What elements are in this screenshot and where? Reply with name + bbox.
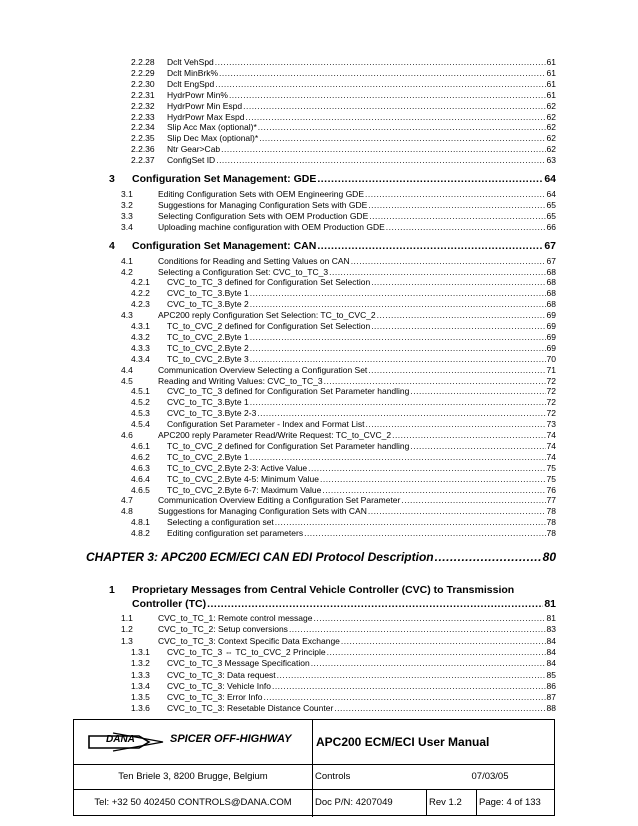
toc-entry[interactable] [121, 256, 556, 266]
toc-entry-number: 4.6 [121, 430, 133, 440]
leader-dots [289, 624, 546, 634]
toc-entry-number: 1.3.6 [131, 703, 150, 714]
toc-entry-title: Selecting Configuration Sets with OEM Production GDE [158, 210, 369, 221]
toc-entry-number: 4.6.3 [131, 462, 150, 473]
toc-entry-page: 84 [546, 658, 556, 669]
leader-dots [410, 441, 545, 451]
toc-entry-title: Communication Overview Editing a Configuration Set Parameter [158, 495, 401, 506]
leader-dots [250, 343, 546, 353]
leader-dots [250, 397, 546, 407]
toc-entry-number: 4.6.5 [131, 484, 150, 495]
leader-dots [334, 703, 545, 713]
toc-entry-number: 1.3.2 [131, 658, 150, 669]
toc-entry-number: 4.2.3 [131, 299, 150, 310]
toc-entry-page: 61 [546, 57, 556, 67]
toc-entry-page: 63 [546, 155, 556, 166]
leader-dots [308, 463, 545, 473]
toc-entry-title: CVC_to_TC_3 defined for Configuration Set Selection [167, 277, 371, 288]
toc-entry-title: CVC_to_TC_3 Message Specification [167, 658, 310, 669]
toc-entry-title: Configuration Set Parameter - Index and Format List [167, 419, 365, 430]
contact: Tel: +32 50 402450 CONTROLS@DANA.COM [94, 796, 292, 808]
toc-entry[interactable] [121, 624, 556, 634]
leader-dots [401, 495, 545, 505]
toc-entry-page: 68 [546, 266, 556, 277]
toc-entry[interactable] [131, 441, 556, 451]
toc-entry-page: 72 [546, 408, 556, 419]
toc-entry[interactable] [131, 485, 556, 495]
toc-entry-number: 4.2 [121, 266, 133, 277]
toc-entry-title: CVC_to_TC_3.Byte 1 [167, 288, 249, 299]
toc-entry-page: 72 [546, 375, 556, 386]
toc-entry-number: 4.3.1 [131, 321, 150, 331]
address: Ten Briele 3, 8200 Brugge, Belgium [118, 771, 268, 782]
toc-entry-number: 4.1 [121, 255, 133, 266]
section-heading-continued[interactable] [132, 598, 556, 610]
leader-dots [320, 474, 546, 484]
leader-dots [250, 288, 546, 298]
part-number: Doc P/N: 4207049 [315, 796, 393, 808]
toc-entry-page: 72 [546, 397, 556, 408]
leader-dots [250, 332, 546, 342]
toc-entry-title: CVC_to_TC_3: Resetable Distance Counter [167, 703, 334, 714]
toc-entry[interactable] [131, 79, 556, 89]
toc-entry-number: 3.2 [121, 199, 133, 210]
toc-entry-page: 68 [546, 299, 556, 310]
toc-entry-title: Conditions for Reading and Setting Values on CAN [158, 255, 350, 266]
toc-entry-page: 68 [546, 288, 556, 299]
department: Controls [315, 771, 351, 782]
toc-entry-page: 61 [546, 67, 556, 78]
leader-dots [324, 376, 546, 386]
toc-entry-number: 4.2.1 [131, 277, 150, 288]
toc-entry-title: HydrPowr Max Espd [167, 111, 245, 122]
leader-dots [215, 79, 545, 89]
toc-entry-number: 4.3.2 [131, 331, 150, 342]
toc-entry-title: Slip Dec Max (optional)* [167, 133, 259, 144]
toc-entry-number: 1.3.3 [131, 669, 150, 680]
toc-entry-title: CVC_to_TC_3: Error Info [167, 692, 263, 703]
leader-dots [392, 430, 545, 440]
toc-entry[interactable] [121, 310, 556, 320]
chapter-title: CHAPTER 3: APC200 ECM/ECI CAN EDI Protocol Description [86, 550, 434, 564]
leader-dots [314, 613, 546, 623]
toc-entry-page: 78 [546, 506, 556, 517]
toc-entry-title: Slip Acc Max (optional)* [167, 122, 257, 133]
toc-entry-number: 2.2.30 [131, 78, 155, 89]
toc-entry-title: TC_to_CVC_2.Byte 6-7: Maximum Value [167, 484, 322, 495]
toc-entry-page: 88 [546, 703, 556, 714]
toc-entry[interactable] [121, 267, 556, 277]
toc-entry[interactable] [131, 397, 556, 407]
toc-entry-title: CVC_to_TC_3: Data request [167, 669, 276, 680]
toc-entry-number: 4.4 [121, 364, 133, 375]
toc-entry[interactable] [131, 452, 556, 462]
toc-entry-page: 61 [546, 78, 556, 89]
toc-entry[interactable] [131, 144, 556, 154]
toc-entry-page: 65 [546, 210, 556, 221]
leader-dots [311, 658, 546, 668]
toc-entry-title: TC_to_CVC_2.Byte 2 [167, 342, 249, 353]
toc-entry[interactable] [131, 658, 556, 668]
toc-entry-page: 84 [546, 646, 556, 657]
toc-entry-number: 3.3 [121, 210, 133, 221]
toc-entry-title: Configuration Set Management: CAN [132, 239, 317, 252]
toc-entry-title: TC_to_CVC_2.Byte 1 [167, 451, 249, 462]
leader-dots [304, 528, 545, 538]
leader-dots [377, 310, 546, 320]
leader-dots [327, 647, 546, 657]
toc-entry-title: Selecting a configuration set [167, 517, 274, 528]
toc-entry[interactable] [109, 240, 556, 252]
toc-entry-title: CVC_to_TC_3: Vehicle Info [167, 680, 271, 691]
toc-entry-page: 62 [546, 100, 556, 111]
leader-dots [219, 68, 546, 78]
leader-dots [368, 506, 546, 516]
toc-entry-number: 4.5.4 [131, 419, 150, 430]
toc-entry-page: 68 [546, 277, 556, 288]
toc-entry-number: 4.5.2 [131, 397, 150, 408]
toc-entry-number: 2.2.36 [131, 144, 155, 155]
toc-entry[interactable] [131, 528, 556, 538]
toc-entry[interactable] [131, 408, 556, 418]
section-number: 1 [109, 584, 115, 596]
toc-entry[interactable] [131, 474, 556, 484]
toc-entry-page: 67 [546, 255, 556, 266]
toc-entry-number: 1.3.1 [131, 646, 150, 657]
toc-entry-number: 1.1 [121, 613, 133, 623]
leader-dots [207, 598, 543, 610]
toc-entry-page: 77 [546, 495, 556, 506]
toc-entry-page: 84 [546, 635, 556, 646]
toc-entry-page: 66 [546, 221, 556, 232]
leader-dots [250, 354, 546, 364]
toc-entry-number: 4.8.1 [131, 517, 150, 528]
leader-dots [371, 277, 545, 287]
leader-dots [272, 681, 546, 691]
leader-dots [322, 485, 545, 495]
toc-entry[interactable] [131, 277, 556, 287]
toc-entry-page: 86 [546, 680, 556, 691]
toc-entry-page: 81 [546, 613, 556, 623]
toc-entry-title: HydrPowr Min Espd [167, 100, 243, 111]
toc-entry-title: Dclt EngSpd [167, 78, 215, 89]
toc-entry[interactable] [131, 288, 556, 298]
toc-entry-title: TC_to_CVC_2.Byte 3 [167, 353, 249, 364]
toc-entry[interactable] [131, 299, 556, 309]
toc-entry-number: 1.2 [121, 624, 133, 635]
toc-entry[interactable] [121, 636, 556, 646]
toc-entry-title: HydrPowr Min% [167, 89, 228, 100]
toc-entry[interactable] [121, 211, 556, 221]
toc-entry-title: CVC_to_TC_3.Byte 1 [167, 397, 249, 408]
toc-entry[interactable] [131, 57, 556, 67]
toc-entry-number: 2.2.32 [131, 100, 155, 111]
toc-entry-number: 2.2.35 [131, 133, 155, 144]
toc-entry[interactable] [131, 463, 556, 473]
toc-entry-page: 64 [546, 189, 556, 199]
leader-dots [258, 122, 546, 132]
toc-entry-page: 65 [546, 199, 556, 210]
toc-entry-page: 69 [546, 321, 556, 331]
toc-entry-title: TC_to_CVC_2.Byte 1 [167, 331, 249, 342]
toc-entry-page: 62 [546, 144, 556, 155]
leader-dots [250, 299, 546, 309]
leader-dots [263, 692, 545, 702]
leader-dots [369, 211, 545, 221]
toc-entry-title: Suggestions for Managing Configuration Sets with CAN [158, 506, 367, 517]
toc-entry-number: 4.3 [121, 310, 133, 321]
leader-dots [259, 133, 545, 143]
toc-entry-number: 4.6.1 [131, 440, 150, 451]
toc-entry-page: 70 [546, 353, 556, 364]
leader-dots [257, 408, 545, 418]
revision: Rev 1.2 [429, 796, 462, 808]
brand-name: SPICER OFF-HIGHWAY [170, 733, 292, 745]
toc-entry-title: ConfigSet ID [167, 155, 216, 166]
leader-dots [386, 222, 546, 232]
toc-entry-title: CVC_to_TC_3.Byte 2 [167, 299, 249, 310]
toc-entry-number: 4 [109, 239, 115, 252]
toc-entry[interactable] [121, 495, 556, 505]
chapter-page: 80 [542, 550, 556, 564]
toc-entry-number: 1.3 [121, 635, 133, 646]
leader-dots [215, 57, 546, 67]
toc-entry-page: 73 [546, 419, 556, 430]
toc-entry-number: 4.5.3 [131, 408, 150, 419]
toc-entry[interactable] [131, 112, 556, 122]
toc-entry-page: 74 [546, 440, 556, 451]
toc-entry-number: 4.3.4 [131, 353, 150, 364]
leader-dots [277, 670, 546, 680]
toc-entry[interactable] [121, 506, 556, 516]
toc-entry-title: Selecting a Configuration Set: CVC_to_TC_3 [158, 266, 329, 277]
toc-entry[interactable] [109, 173, 556, 185]
section-title-line1: Proprietary Messages from Central Vehicle Controller (CVC) to Transmission [132, 584, 515, 596]
toc-entry-number: 3.1 [121, 189, 133, 199]
toc-entry[interactable] [121, 430, 556, 440]
toc-entry-number: 4.5.1 [131, 386, 150, 397]
toc-entry[interactable] [121, 613, 556, 623]
toc-entry-number: 2.2.37 [131, 155, 155, 166]
leader-dots [371, 321, 545, 331]
section-heading[interactable] [109, 584, 556, 596]
toc-entry[interactable] [131, 133, 556, 143]
toc-entry-title: TC_to_CVC_2 defined for Configuration Set Selection [167, 321, 371, 331]
toc-entry-number: 4.6.2 [131, 451, 150, 462]
document-title: APC200 ECM/ECI User Manual [316, 735, 490, 749]
toc-entry[interactable] [131, 332, 556, 342]
toc-entry-number: 4.3.3 [131, 342, 150, 353]
toc-entry-title: Dclt VehSpd [167, 57, 214, 67]
toc-entry-title: TC_to_CVC_2 defined for Configuration Set Parameter handling [167, 440, 410, 451]
date: 07/03/05 [471, 771, 509, 782]
toc-entry[interactable] [131, 122, 556, 132]
toc-entry[interactable] [131, 517, 556, 527]
toc-entry-page: 78 [546, 517, 556, 528]
leader-dots [365, 419, 545, 429]
toc-entry[interactable] [131, 354, 556, 364]
toc-entry-page: 69 [546, 342, 556, 353]
toc-entry-page: 62 [546, 111, 556, 122]
toc-entry-title: APC200 reply Parameter Read/Write Request: TC_to_CVC_2 [158, 430, 392, 440]
toc-entry-title: TC_to_CVC_2.Byte 2-3: Active Value [167, 462, 308, 473]
logo-text: DANA [106, 734, 135, 745]
toc-entry[interactable] [121, 365, 556, 375]
company-logo [74, 720, 312, 764]
toc-entry-title: CVC_to_TC_3 ⇔ TC_to_CVC_2 Principle [167, 646, 326, 657]
toc-entry-page: 74 [546, 430, 556, 440]
toc-entry[interactable] [131, 68, 556, 78]
toc-entry-title: Communication Overview Selecting a Configuration Set [158, 364, 368, 375]
toc-entry[interactable] [131, 703, 556, 713]
leader-dots [221, 144, 545, 154]
toc-entry-number: 4.6.4 [131, 473, 150, 484]
leader-dots [435, 550, 542, 564]
leader-dots [329, 267, 545, 277]
toc-entry-title: CVC_to_TC_2: Setup conversions [158, 624, 288, 635]
toc-entry-number: 1.3.5 [131, 692, 150, 703]
toc-entry-title: CVC_to_TC_1: Remote control message [158, 613, 313, 623]
toc-entry-number: 4.2.2 [131, 288, 150, 299]
leader-dots [410, 386, 545, 396]
toc-entry[interactable] [131, 647, 556, 657]
page-footer [73, 719, 555, 816]
section-page: 81 [544, 598, 556, 610]
leader-dots [250, 452, 546, 462]
toc-entry-page: 69 [546, 310, 556, 321]
toc-entry-title: Reading and Writing Values: CVC_to_TC_3 [158, 375, 323, 386]
leader-dots [368, 200, 545, 210]
toc-entry-title: Dclt MinBrk% [167, 67, 219, 78]
toc-entry-number: 4.8.2 [131, 528, 150, 539]
toc-entry-page: 61 [546, 89, 556, 100]
toc-entry-number: 2.2.34 [131, 122, 155, 133]
toc-entry-title: Ntr Gear>Cab [167, 144, 221, 155]
chapter-heading[interactable] [86, 550, 556, 564]
toc-entry-title: Uploading machine configuration with OEM Production GDE [158, 221, 385, 232]
toc-entry-title: Editing configuration set parameters [167, 528, 304, 539]
toc-entry-page: 62 [546, 133, 556, 144]
toc-entry[interactable] [121, 200, 556, 210]
toc-entry-title: CVC_to_TC_3.Byte 2-3 [167, 408, 257, 419]
toc-entry[interactable] [131, 90, 556, 100]
leader-dots [317, 240, 543, 252]
toc-entry[interactable] [131, 343, 556, 353]
toc-entry-number: 4.7 [121, 495, 133, 506]
toc-entry-title: APC200 reply Configuration Set Selection: TC_to_CVC_2 [158, 310, 376, 321]
toc-entry-page: 71 [546, 364, 556, 375]
toc-entry-title: TC_to_CVC_2.Byte 4-5: Minimum Value [167, 473, 319, 484]
toc-entry-page: 74 [546, 451, 556, 462]
toc-entry-title: CVC_to_TC_3: Context Specific Data Exchange [158, 635, 340, 646]
toc-entry-page: 75 [546, 473, 556, 484]
toc-entry[interactable] [131, 419, 556, 429]
leader-dots [341, 636, 546, 646]
toc-entry-page: 85 [546, 669, 556, 680]
toc-entry-number: 2.2.31 [131, 89, 155, 100]
toc-entry-number: 2.2.29 [131, 67, 155, 78]
toc-entry-page: 72 [546, 386, 556, 397]
toc-entry-number: 4.8 [121, 506, 133, 517]
toc-entry-title: Suggestions for Managing Configuration Sets with GDE [158, 199, 368, 210]
toc-entry[interactable] [131, 386, 556, 396]
toc-entry-page: 83 [546, 624, 556, 635]
toc-entry[interactable] [121, 189, 556, 199]
toc-entry[interactable] [131, 681, 556, 691]
toc-entry-number: 2.2.28 [131, 57, 155, 67]
toc-entry-title: CVC_to_TC_3 defined for Configuration Set Parameter handling [167, 386, 410, 397]
toc-entry-page: 76 [546, 484, 556, 495]
toc-entry-page: 78 [546, 528, 556, 539]
page-number: Page: 4 of 133 [479, 796, 541, 808]
toc-entry[interactable] [121, 222, 556, 232]
toc-entry[interactable] [131, 692, 556, 702]
toc-entry[interactable] [131, 321, 556, 331]
toc-entry[interactable] [131, 155, 556, 165]
leader-dots [216, 155, 545, 165]
toc-entry-number: 1.3.4 [131, 680, 150, 691]
toc-entry-page: 75 [546, 462, 556, 473]
section-title-line2: Controller (TC) [132, 598, 207, 610]
leader-dots [229, 90, 546, 100]
leader-dots [365, 189, 546, 199]
leader-dots [275, 517, 546, 527]
toc-entry[interactable] [121, 376, 556, 386]
toc-entry-number: 3 [109, 173, 115, 185]
toc-entry-number: 2.2.33 [131, 111, 155, 122]
leader-dots [351, 256, 546, 266]
toc-entry-title: Editing Configuration Sets with OEM Engineering GDE [158, 189, 364, 199]
toc-entry-page: 69 [546, 331, 556, 342]
leader-dots [368, 365, 545, 375]
toc-entry-number: 3.4 [121, 221, 133, 232]
toc-entry-page: 87 [546, 692, 556, 703]
toc-entry[interactable] [131, 670, 556, 680]
toc-entry-title: Configuration Set Management: GDE [132, 173, 317, 185]
leader-dots [317, 173, 543, 185]
toc-entry-number: 4.5 [121, 375, 133, 386]
toc-entry-page: 62 [546, 122, 556, 133]
toc-entry[interactable] [131, 101, 556, 111]
leader-dots [243, 101, 545, 111]
leader-dots [245, 112, 545, 122]
toc-entry-page: 67 [544, 239, 556, 252]
toc-entry-page: 64 [544, 173, 556, 185]
